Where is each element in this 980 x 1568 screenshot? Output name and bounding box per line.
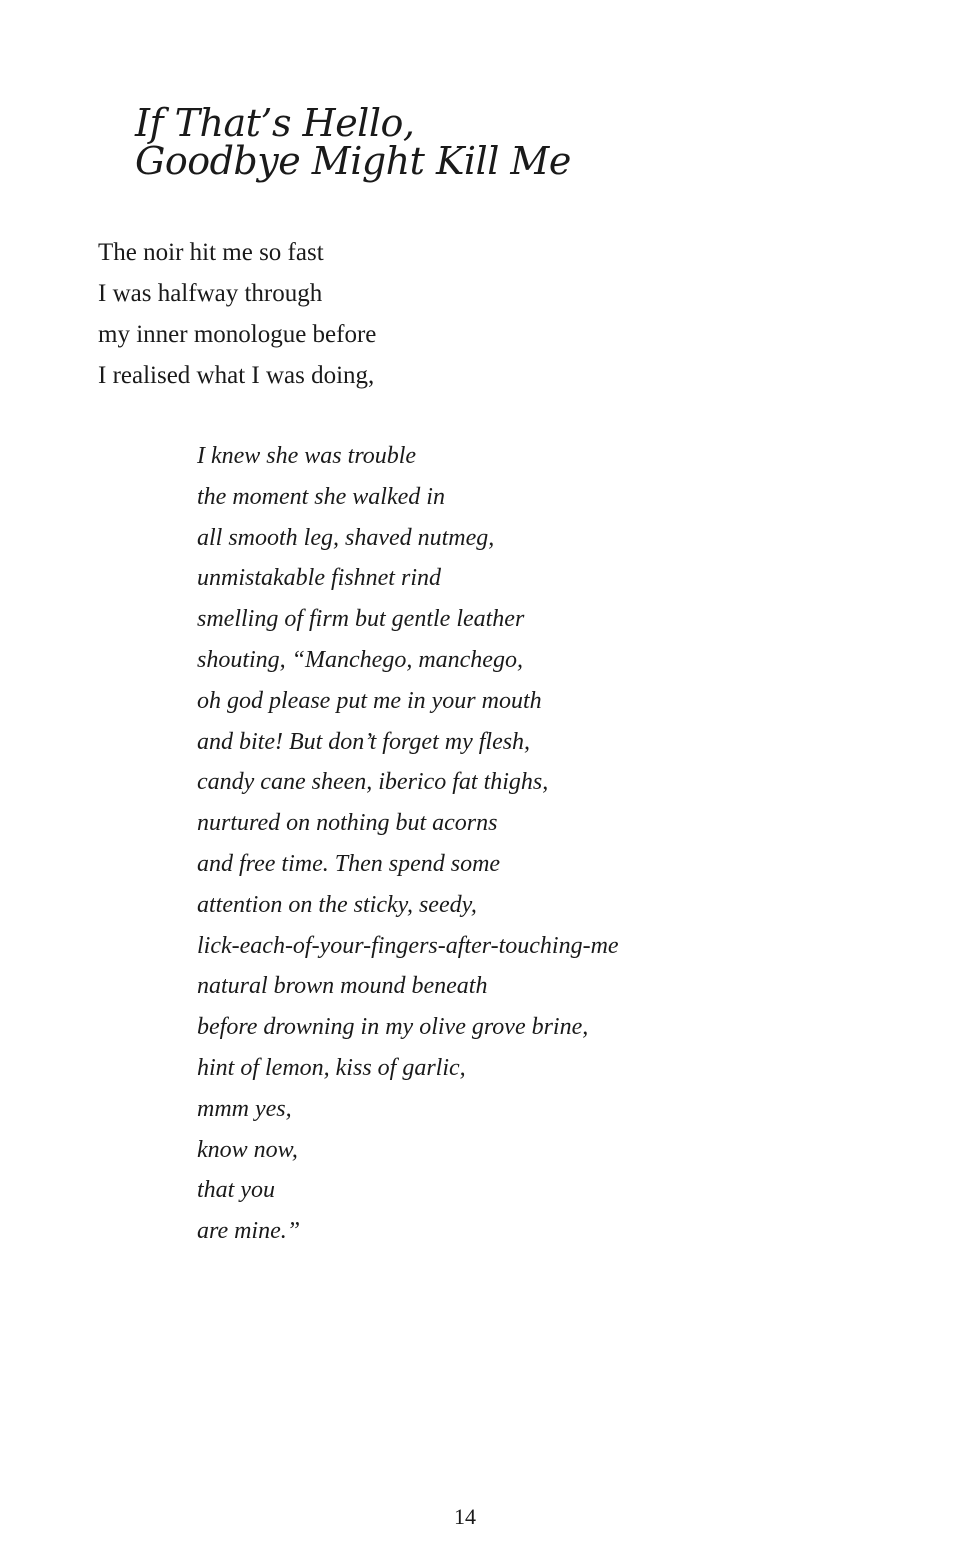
poem-title-line-1: If That’s Hello,	[135, 101, 415, 145]
poem-line: unmistakable fishnet rind	[197, 565, 441, 592]
poem-line: my inner monologue before	[98, 321, 377, 348]
poem-line: mmm yes,	[197, 1095, 292, 1122]
poem-line: are mine.”	[197, 1218, 301, 1245]
poem-title-line-2: Goodbye Might Kill Me	[135, 139, 571, 183]
poem-line: and bite! But don’t forget my flesh,	[197, 728, 531, 755]
poem-line: before drowning in my olive grove brine,	[197, 1014, 589, 1041]
poem-line: shouting, “Manchego, manchego,	[197, 646, 523, 673]
poem-line: candy cane sheen, iberico fat thighs,	[197, 769, 549, 796]
poem-line: oh god please put me in your mouth	[197, 687, 542, 714]
poem-line: hint of lemon, kiss of garlic,	[197, 1054, 466, 1081]
poem-line: know now,	[197, 1136, 298, 1163]
poem-line: I was halfway through	[98, 280, 323, 307]
poem-line: The noir hit me so fast	[98, 239, 324, 266]
poem-line: natural brown mound beneath	[197, 973, 488, 1000]
poem-line: lick-each-of-your-fingers-after-touching-me	[197, 932, 619, 959]
poem-line: and free time. Then spend some	[197, 850, 501, 877]
poem-line: all smooth leg, shaved nutmeg,	[197, 524, 495, 551]
stanza-2-italic	[197, 436, 619, 1252]
poem-line: the moment she walked in	[197, 483, 445, 510]
poem-line: attention on the sticky, seedy,	[197, 891, 477, 918]
poem-title	[135, 101, 571, 183]
page-number: 14	[454, 1504, 476, 1529]
stanza-1	[98, 232, 376, 396]
poem-line: smelling of firm but gentle leather	[197, 606, 525, 633]
poem-line: I knew she was trouble	[197, 443, 417, 469]
poem-line: nurtured on nothing but acorns	[197, 810, 498, 837]
poem-line: I realised what I was doing,	[98, 362, 375, 389]
poem-line: that you	[197, 1177, 275, 1204]
